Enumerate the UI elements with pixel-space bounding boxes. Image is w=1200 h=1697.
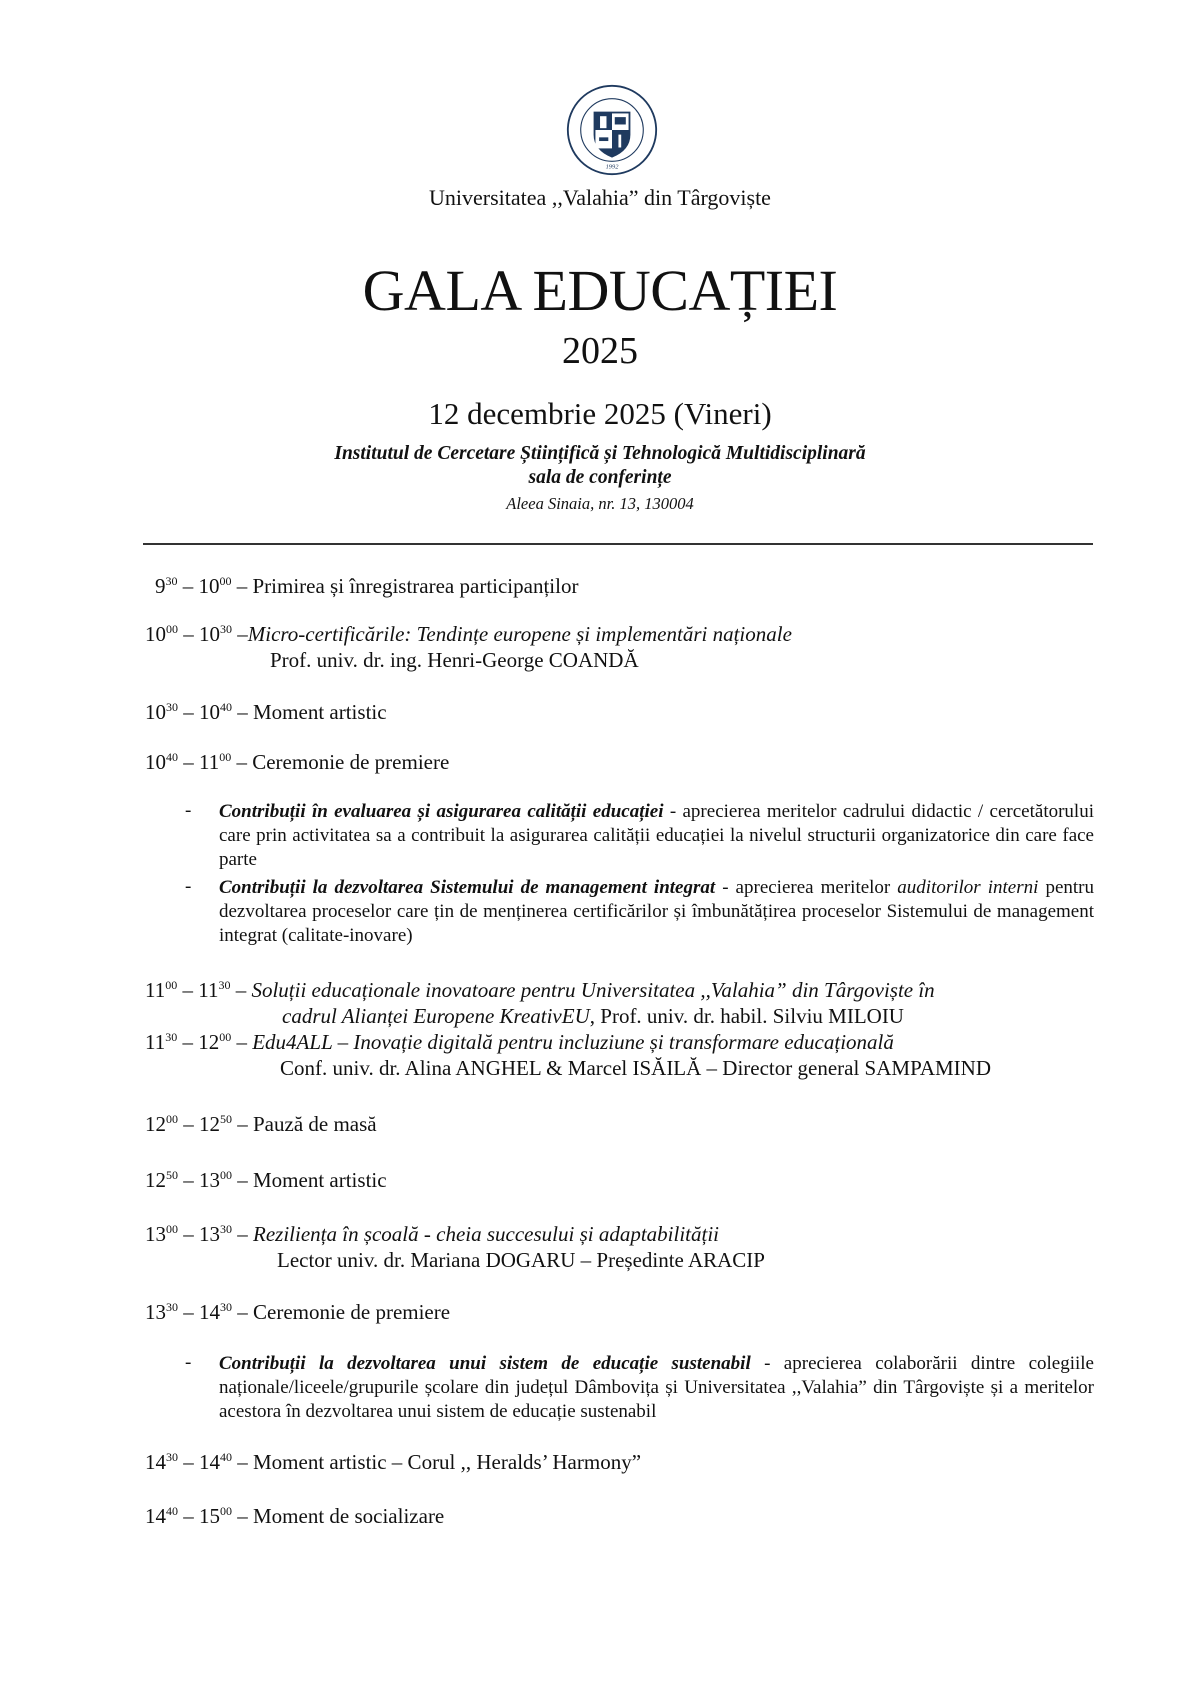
university-seal-icon: [566, 84, 658, 176]
schedule-item: $12^{00} - 12^{50}$ – Pauză de masă: [145, 1112, 377, 1136]
item-text: Moment de socializare: [253, 1504, 445, 1528]
time: $10^{30} - 10^{40}$: [145, 700, 232, 724]
item-text: Reziliența în școală - cheia succesului și adaptabilității: [253, 1222, 720, 1246]
schedule-item: $12^{50} - 13^{00}$ – Moment artistic: [145, 1168, 387, 1192]
time: $10^{00} - 10^{30}$: [145, 622, 232, 646]
time: $9^{30} - 10^{00}$: [155, 574, 232, 598]
award-description: - aprecierea colaborării dintre colegiile naționale/liceele/grupurile școlare din județul Dâmbovița și Universitatea ,,Valahia” din Târgoviște și a meritelor acestora în dezvoltarea unui sistem de educație sustenabil: [219, 1353, 1094, 1422]
item-text-continued: cadrul Alianței Europene KreativEU, Prof. univ. dr. habil. Silviu MILOIU: [282, 1004, 904, 1028]
schedule-item: $10^{30} - 10^{40}$ – Moment artistic: [145, 700, 387, 724]
item-text: Ceremonie de premiere: [253, 1300, 451, 1324]
award-title: Contribuții la dezvoltarea Sistemului de management integrat: [219, 877, 716, 898]
page-title: GALA EDUCAȚIEI: [362, 258, 838, 323]
schedule-item: $10^{40} - 11^{00}$ – Ceremonie de premiere: [145, 750, 450, 774]
venue-institute: Institutul de Cercetare Științifică și Tehnologică Multidisciplinară: [334, 443, 866, 464]
venue-room: sala de conferințe: [528, 467, 672, 488]
speaker: Conf. univ. dr. Alina ANGHEL & Marcel ISĂILĂ – Director general SAMPAMIND: [280, 1056, 991, 1080]
university-name: Universitatea ,,Valahia” din Târgoviște: [429, 185, 771, 210]
schedule-item: $9^{30} - 10^{00}$ – Primirea și înregistrarea participanților: [155, 574, 579, 598]
bullet: -: [185, 1352, 192, 1373]
speaker: , Prof. univ. dr. habil. Silviu MILOIU: [589, 1004, 904, 1028]
time: $14^{30} - 14^{40}$: [145, 1450, 232, 1474]
speaker: Prof. univ. dr. ing. Henri-George COANDĂ: [270, 648, 639, 672]
award-item: Contribuții la dezvoltarea Sistemului de management integrat - aprecierea meritelor auditorilor interni pentru dezvoltarea proceselor care țin de menținerea certificărilor și îmbunătățirea proceselor Sistemului de management integrat (calitate-inovare): [219, 877, 1094, 946]
item-text: Edu4ALL – Inovație digitală pentru incluziune și transformare educațională: [252, 1030, 894, 1054]
time: $14^{40} - 15^{00}$: [145, 1504, 232, 1528]
item-text: Moment artistic – Corul ,, Heralds’ Harmony”: [253, 1450, 642, 1474]
item-text: Moment artistic: [253, 1168, 387, 1192]
time: $12^{00} - 12^{50}$: [145, 1112, 232, 1136]
speaker: Lector univ. dr. Mariana DOGARU – Președinte ARACIP: [277, 1248, 765, 1272]
schedule-item: $14^{30} - 14^{40}$ – Moment artistic – Corul ,, Heralds’ Harmony”: [145, 1450, 642, 1474]
award-description: - aprecierea meritelor cadrului didactic / cercetătorului care prin activitatea sa a contribuit la asigurarea calității educației la nivelul structurii organizatorice din care face parte: [219, 801, 1094, 870]
bullet: -: [185, 876, 192, 897]
schedule-item: $13^{00} - 13^{30}$ – Reziliența în școală - cheia succesului și adaptabilității: [145, 1222, 720, 1246]
event-year: 2025: [562, 330, 638, 372]
schedule-item: $13^{30} - 14^{30}$ – Ceremonie de premiere: [145, 1300, 451, 1324]
bullet: -: [185, 800, 192, 821]
divider: [143, 543, 1093, 545]
schedule-item: $10^{00} - 10^{30}$ –Micro-certificările: Tendințe europene și implementări naționale: [145, 622, 792, 646]
venue-address: Aleea Sinaia, nr. 13, 130004: [506, 494, 694, 513]
time: $12^{50} - 13^{00}$: [145, 1168, 232, 1192]
item-text: Ceremonie de premiere: [252, 750, 450, 774]
schedule-item: $11^{30} - 12^{00} - Edu4ALL$ – Inovație digitală pentru incluziune și transformare educațională: [145, 1030, 894, 1054]
event-date: 12 decembrie 2025 (Vineri): [428, 396, 772, 431]
award-item: [219, 800, 1094, 872]
item-text: Micro-certificările: Tendințe europene și implementări naționale: [247, 622, 792, 646]
award-title: Contribuții la dezvoltarea unui sistem de educație sustenabil: [219, 1353, 751, 1374]
item-text: Pauză de masă: [253, 1112, 377, 1136]
svg-text:1992: 1992: [605, 163, 619, 171]
time: $10^{40} - 11^{00}$: [145, 750, 232, 774]
award-title: Contribuții în evaluarea și asigurarea calității educației: [219, 801, 664, 822]
schedule-item: $11^{00} - 11^{30}$ – Soluții educaționale inovatoare pentru Universitatea ,,Valahia” din Târgoviște în: [145, 978, 935, 1002]
time: $11^{00} - 11^{30}$: [145, 978, 231, 1002]
item-text: Primirea și înregistrarea participanților: [252, 574, 579, 598]
item-text: Moment artistic: [253, 700, 387, 724]
item-text: Soluții educaționale inovatoare pentru Universitatea ,,Valahia” din Târgoviște în: [251, 978, 935, 1002]
award-item: [219, 1352, 1094, 1424]
time: $11^{30} - 12^{00}$: [145, 1030, 232, 1054]
time: $13^{30} - 14^{30}$: [145, 1300, 232, 1324]
schedule-item: $14^{40} - 15^{00}$ – Moment de socializare: [145, 1504, 445, 1528]
time: $13^{00} - 13^{30}$: [145, 1222, 232, 1246]
